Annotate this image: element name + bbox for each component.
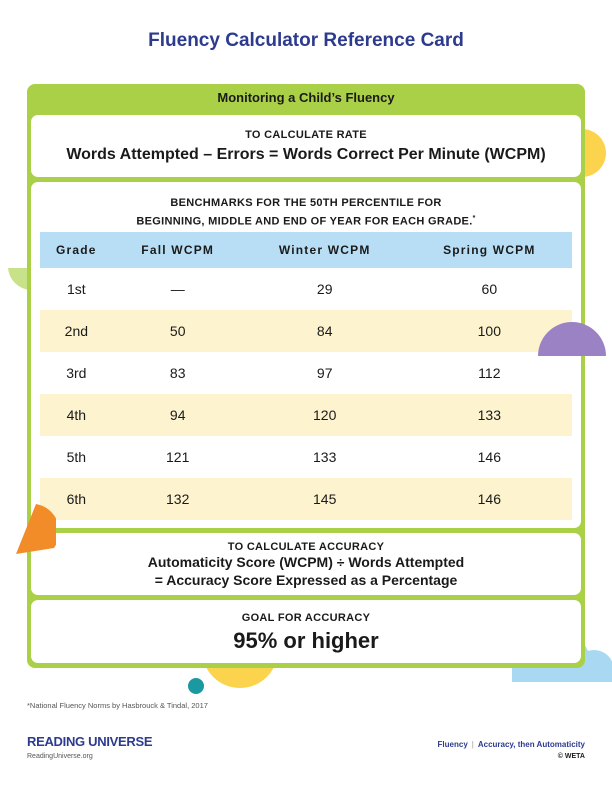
table-cell: 100 [407, 310, 572, 352]
card-header: Monitoring a Child’s Fluency [217, 90, 395, 105]
benchmarks-table [40, 232, 572, 520]
rate-panel [31, 115, 581, 177]
table-cell: 83 [169, 365, 186, 381]
table-header-row [40, 232, 572, 268]
table-cell: 145 [243, 478, 407, 520]
table-cell: 94 [113, 394, 243, 436]
table-cell: 84 [243, 310, 407, 352]
footer-subtopic-label: Accuracy, then Automaticity [477, 740, 585, 749]
table-cell: 6th [40, 478, 113, 520]
benchmarks-heading-line2: BEGINNING, MIDDLE AND END OF YEAR FOR EACH GRADE.* [136, 215, 476, 228]
table-cell: 133 [407, 394, 572, 436]
table-cell: 2nd [40, 310, 113, 352]
column-header-spring: Spring WCPM [407, 232, 572, 268]
copyright: © WETA [557, 753, 585, 760]
table-cell: 50 [113, 310, 243, 352]
table-cell: 5th [66, 449, 87, 465]
goal-value: 95% or higher [233, 628, 379, 653]
accuracy-panel [31, 533, 581, 595]
teal-dot-decoration [187, 677, 205, 695]
table-row [40, 436, 572, 478]
table-cell: 121 [166, 449, 190, 465]
fluency-card [27, 84, 585, 668]
accuracy-formula-line1: Automaticity Score (WCPM) ÷ Words Attempted [147, 554, 465, 570]
table-cell: 4th [40, 394, 113, 436]
table-row [40, 352, 572, 394]
reading-universe-logo: READING UNIVERSE [27, 734, 153, 749]
table-cell: 97 [316, 365, 333, 381]
table-row [40, 268, 572, 310]
table-cell: 29 [316, 281, 333, 297]
column-header-grade: Grade [40, 232, 113, 268]
table-cell: 146 [477, 449, 501, 465]
table-cell: 120 [243, 394, 407, 436]
table-cell: 132 [113, 478, 243, 520]
goal-heading: GOAL FOR ACCURACY [241, 612, 371, 624]
column-header-winter: Winter WCPM [243, 232, 407, 268]
accuracy-heading: TO CALCULATE ACCURACY [227, 541, 385, 553]
footer-separator: | [471, 740, 474, 749]
table-cell: 60 [481, 281, 498, 297]
table-cell: 112 [478, 365, 501, 381]
table-cell: — [170, 281, 185, 297]
table-row [40, 478, 572, 520]
accuracy-formula-line2: = Accuracy Score Expressed as a Percentage [154, 572, 458, 588]
benchmarks-panel [31, 182, 581, 528]
purple-semicircle-decoration [538, 306, 608, 358]
footnote-mark: * [472, 215, 476, 222]
table-cell: 133 [313, 449, 337, 465]
logo-url: ReadingUniverse.org [27, 753, 93, 760]
orange-wedge-decoration [14, 504, 56, 556]
footer-topic-label: Fluency [437, 740, 468, 749]
benchmarks-heading-line1: BENCHMARKS FOR THE 50TH PERCENTILE FOR [170, 197, 442, 209]
footnote: *National Fluency Norms by Hasbrouck & Tindal, 2017 [27, 701, 208, 710]
page-title: Fluency Calculator Reference Card [148, 30, 464, 51]
footer-topic [438, 740, 585, 749]
table-cell: 1st [66, 281, 86, 297]
table-row [40, 310, 572, 352]
table-row [40, 394, 572, 436]
table-cell: 146 [407, 478, 572, 520]
rate-formula: Words Attempted – Errors = Words Correct Per Minute (WCPM) [66, 146, 546, 163]
benchmarks-heading [31, 195, 581, 230]
goal-panel [31, 600, 581, 663]
rate-heading: TO CALCULATE RATE [245, 129, 367, 141]
table-cell: 3rd [66, 365, 87, 381]
column-header-fall: Fall WCPM [113, 232, 243, 268]
